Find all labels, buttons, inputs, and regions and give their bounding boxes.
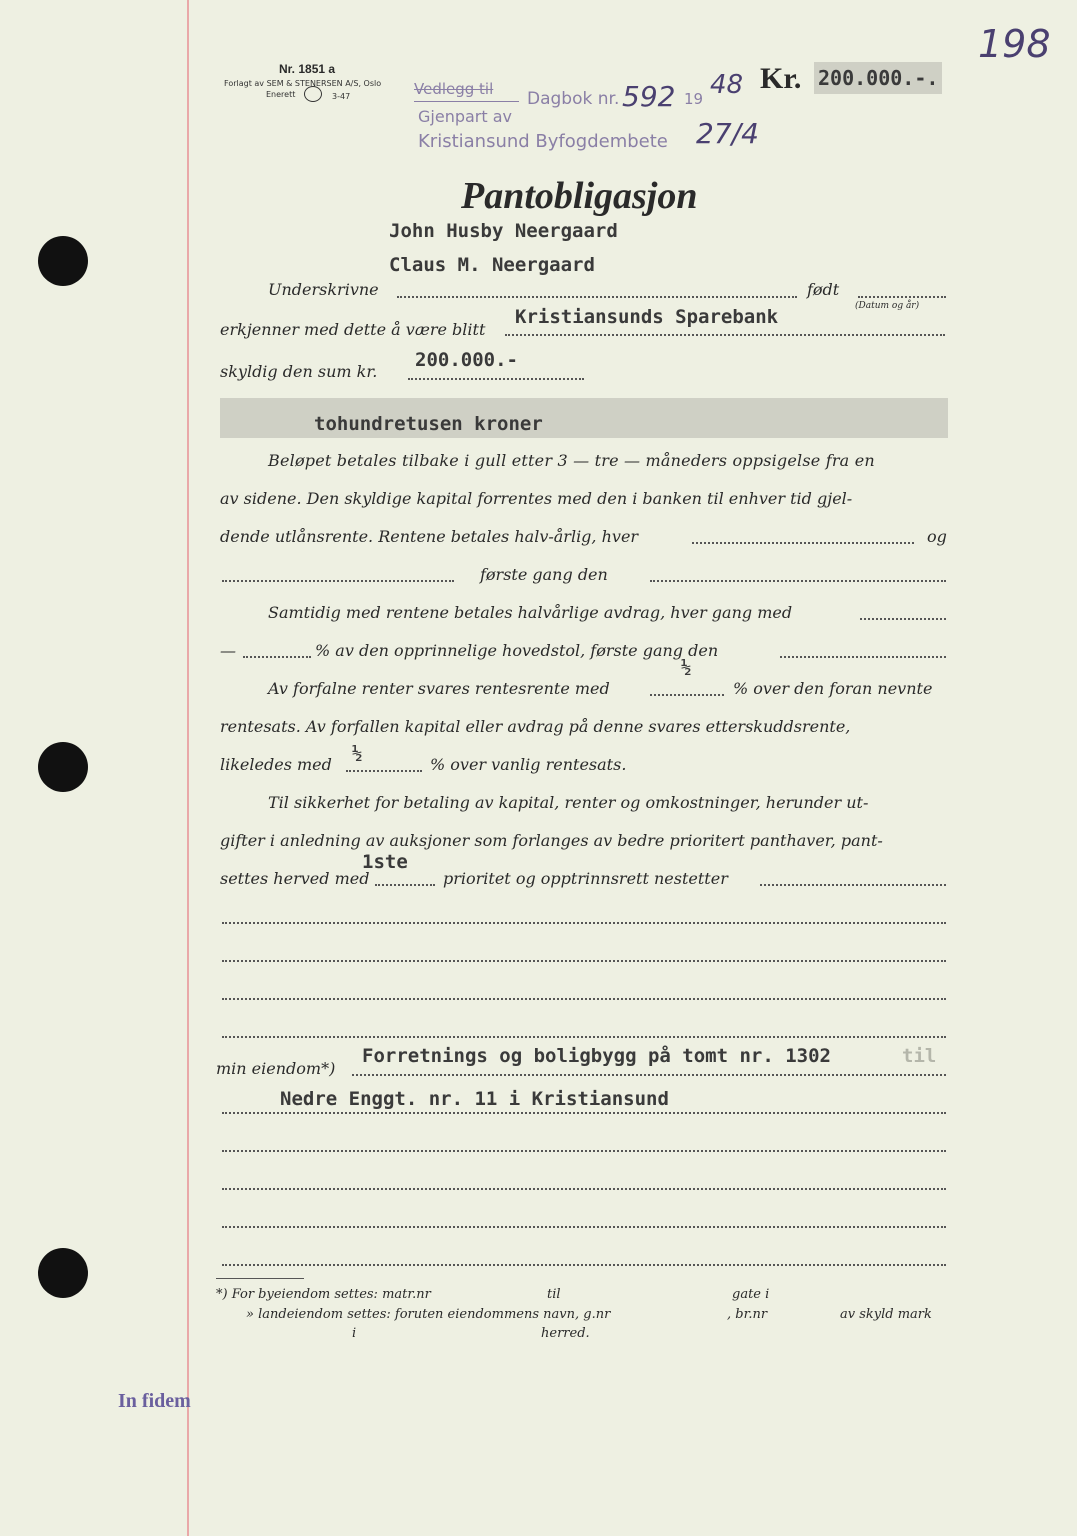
stamp-dagbok-label: Dagbok nr.	[527, 89, 620, 109]
footnote-line-2c: av skyld mark	[840, 1307, 932, 1322]
sum-amount: 200.000.-	[415, 349, 518, 371]
creditor: Kristiansunds Sparebank	[515, 306, 779, 328]
p3-line-3a: likeledes med	[220, 755, 332, 774]
dots-p4-3b	[760, 884, 946, 886]
p3-half-fraction-2: ½	[352, 744, 363, 764]
form-number: Nr. 1851 a	[279, 62, 336, 76]
dots-blank-1	[222, 922, 946, 924]
kr-label: Kr.	[760, 62, 802, 95]
punch-hole-bottom	[38, 1248, 88, 1298]
dagbok-number: 592	[622, 80, 676, 113]
punch-hole-top	[38, 236, 88, 286]
kr-amount: 200.000.-.	[814, 62, 942, 94]
p3-line-3b: % over vanlig rentesats.	[430, 755, 627, 774]
footnote-line-1b: til	[547, 1287, 561, 1302]
footnote-line-2b: , br.nr	[727, 1307, 768, 1322]
stamp-underline	[414, 101, 519, 102]
datum-note: (Datum og år)	[855, 301, 920, 311]
dots-p1-3	[692, 542, 914, 544]
label-min-eiendom: min eiendom*)	[216, 1059, 336, 1078]
dots-p2-2a	[243, 656, 311, 658]
p4-priority: 1ste	[362, 851, 408, 873]
dots-sum	[408, 378, 584, 380]
dagbok-year-prefix: 19	[684, 90, 704, 108]
p2-line-1: Samtidig med rentene betales halvårlige avdrag, hver gang med	[268, 603, 793, 622]
stamp-gjenpart: Gjenpart av	[418, 107, 512, 126]
dots-p2-2b	[780, 656, 946, 658]
p1-line-1: Beløpet betales tilbake i gull etter 3 — tre — måneders oppsigelse fra en	[268, 451, 875, 470]
property-line-1: Forretnings og boligbygg på tomt nr. 1302	[362, 1045, 831, 1067]
dots-property-2	[222, 1112, 946, 1114]
dots-creditor	[505, 334, 945, 336]
footnote-line-1a: *) For byeiendom settes: matr.nr	[216, 1287, 431, 1302]
p1-line-3b: og	[927, 527, 947, 546]
footnote-line-1c: gate i	[732, 1287, 770, 1302]
stamp-in-fidem: In fidem	[118, 1390, 191, 1412]
stamp-date: 27/4	[696, 117, 759, 150]
dagbok-year: 48	[710, 70, 744, 100]
dots-blank-7	[222, 1226, 946, 1228]
dots-underskrivne	[397, 296, 797, 298]
dots-fodt	[858, 296, 946, 298]
publisher-date: 3-47	[332, 92, 351, 101]
footnote-rule	[216, 1278, 304, 1279]
dots-blank-4	[222, 1036, 946, 1038]
margin-rule	[187, 0, 189, 1536]
footnote-line-3a: i	[352, 1326, 357, 1341]
punch-hole-middle	[38, 742, 88, 792]
debtor-2: Claus M. Neergaard	[389, 254, 595, 276]
property-line-2: Nedre Enggt. nr. 11 i Kristiansund	[280, 1088, 669, 1110]
dots-blank-5	[222, 1150, 946, 1152]
publisher-logo	[304, 86, 322, 102]
page-number: 198	[978, 22, 1051, 66]
p4-line-3a: settes herved med	[220, 869, 370, 888]
dots-p1-4b	[650, 580, 946, 582]
p3-line-1b: % over den foran nevnte	[733, 679, 933, 698]
dots-blank-8	[222, 1264, 946, 1266]
p3-half-fraction: ½	[681, 658, 692, 678]
stamp-vedlegg-struck: Vedlegg til	[414, 80, 494, 98]
dots-p3-3	[346, 770, 422, 772]
p1-line-4: første gang den	[480, 565, 608, 584]
footnote-line-2a: » landeiendom settes: foruten eiendommens navn, g.nr	[246, 1307, 611, 1322]
label-underskrivne: Underskrivne	[268, 280, 379, 299]
document-title: Pantobligasjon	[461, 175, 698, 217]
label-fodt: født	[807, 280, 840, 299]
property-line-1-faint: til	[902, 1045, 937, 1067]
p4-line-2: gifter i anledning av auksjoner som forlanges av bedre prioritert panthaver, pant-	[220, 831, 883, 850]
p2-line-2: % av den opprinnelige hovedstol, første gang den	[315, 641, 719, 660]
p1-line-3a: dende utlånsrente. Rentene betales halv-årlig, hver	[220, 527, 639, 546]
dots-blank-3	[222, 998, 946, 1000]
dots-p3-1	[650, 694, 724, 696]
sum-words: tohundretusen kroner	[314, 413, 543, 435]
footnote-line-3b: herred.	[541, 1326, 590, 1341]
p3-line-1a: Av forfalne renter svares rentesrente med	[268, 679, 610, 698]
publisher-line-2: Enerett	[266, 90, 296, 99]
p1-line-2: av sidene. Den skyldige kapital forrentes med den i banken til enhver tid gjel-	[220, 489, 853, 508]
p3-line-2: rentesats. Av forfallen kapital eller avdrag på denne svares etterskuddsrente,	[220, 717, 851, 736]
dots-blank-2	[222, 960, 946, 962]
label-erkjenner: erkjenner med dette å være blitt	[220, 320, 486, 339]
p2-dash: —	[220, 641, 236, 660]
publisher-line-1: Forlagt av SEM & STENERSEN A/S, Oslo	[224, 79, 382, 88]
stamp-kristiansund: Kristiansund Byfogdembete	[418, 131, 668, 152]
dots-p4-3a	[375, 884, 435, 886]
dots-blank-6	[222, 1188, 946, 1190]
label-skyldig: skyldig den sum kr.	[220, 362, 378, 381]
debtor-1: John Husby Neergaard	[389, 220, 618, 242]
dots-p2-1	[860, 618, 946, 620]
dots-property-1	[352, 1074, 946, 1076]
dots-p1-4a	[222, 580, 454, 582]
p4-line-1: Til sikkerhet for betaling av kapital, renter og omkostninger, herunder ut-	[268, 793, 869, 812]
p4-line-3b: prioritet og opptrinnsrett nestetter	[443, 869, 728, 888]
